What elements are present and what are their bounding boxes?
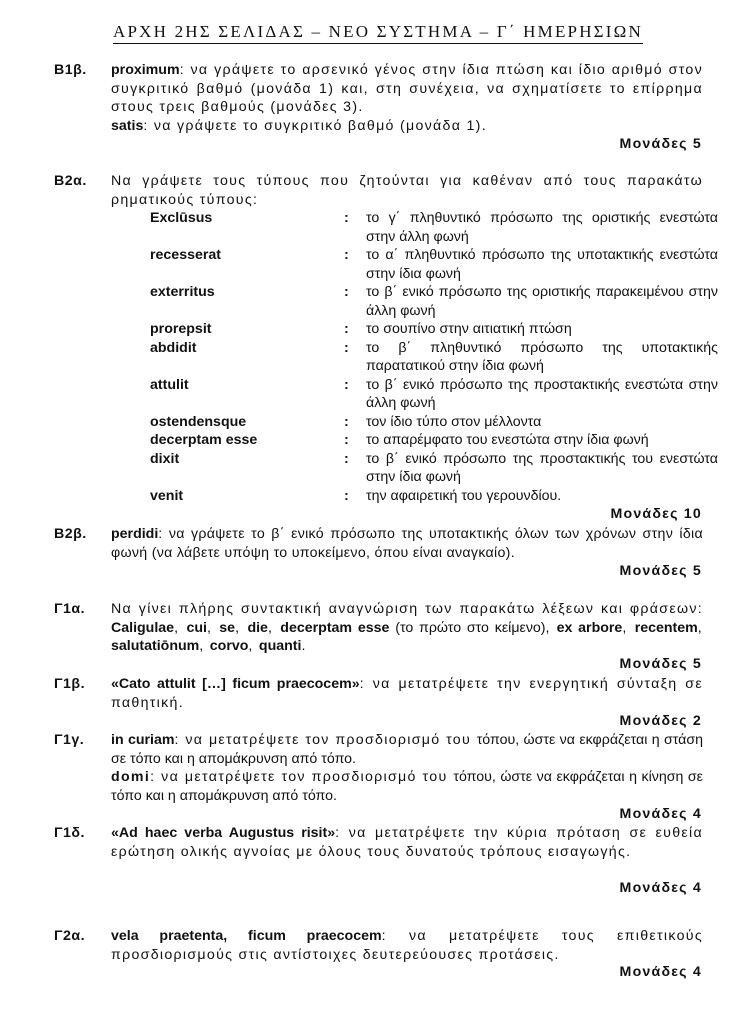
verb-description: το β΄ πληθυντικό πρόσωπο της υποτακτικής παρατατικού στην ίδια φωνή [366,339,718,374]
colon: : [344,376,349,393]
instruction-text: : να μετατρέψετε την ενεργητική σύνταξη σε παθητική. [111,676,703,711]
latin-phrase: «Cato attulit […] ficum praecocem» [111,676,360,692]
instruction-text: : να γράψετε το συγκριτικό βαθμό (μονάδα 1). [143,117,487,134]
units-label: Μονάδες 4 [619,964,702,980]
question-label: Β1β. [54,62,87,78]
units-label: Μονάδες 5 [619,136,702,152]
note-text: (το πρώτο στο κείμενο), [389,619,550,636]
instruction-text: : να μετατρέψετε τον προσδιορισμό του [174,732,477,748]
question-text [111,525,703,562]
colon: : [344,413,349,430]
question-text [111,600,703,656]
instruction-text: : να μετατρέψετε τον προσδιορισμό του [150,769,454,785]
latin-word: corvo [209,638,249,654]
colon: : [344,321,349,337]
latin-word: se [219,619,236,636]
verb-description: το σουπίνο στην αιτιατική πτώση [366,321,572,337]
verb-word: decerptam esse [150,432,258,448]
period: . [301,638,307,654]
colon: : [344,284,349,300]
separator: , [622,619,635,636]
verb-word: venit [150,487,184,504]
verb-row [150,246,720,283]
verb-description: το β΄ ενικό πρόσωπο της προστακτικής ενεστώτα στην άλλη φωνή [366,376,718,411]
verb-row [150,283,720,320]
verb-row [150,320,720,339]
latin-phrase: «Ad haec verba Augustus risit» [111,825,336,841]
colon: : [344,339,349,356]
verb-word: recesserat [150,247,221,263]
verb-forms-table [150,209,720,505]
colon: : [344,210,349,226]
question-text: Να γράψετε τους τύπους που ζητούνται για καθέναν από τους παρακάτω ρηματικούς τύπους: [111,173,703,208]
verb-word: abdidit [150,339,197,356]
latin-word: salutatiōnum [111,638,200,654]
units-label: Μονάδες 5 [619,563,702,579]
verb-row [150,431,720,450]
verb-row [150,487,720,506]
question-text [111,824,703,861]
verb-description: το β΄ ενικό πρόσωπο της προστακτικής του ενεστώτα στην ίδια φωνή [366,450,718,485]
colon: : [344,432,349,448]
verb-row [150,339,720,376]
instruction-text: : να γράψετε το β΄ ενικό πρόσωπο της υποτακτικής όλων των χρόνων στην ίδια φωνή (να λάβετε υπόψη το υποκείμενο, όπου είναι αναγκαίο). [111,526,703,561]
verb-description: το β΄ ενικό πρόσωπο της οριστικής παρακειμένου στην άλλη φωνή [366,284,718,319]
verb-word: exterritus [150,284,215,300]
verb-word: attulit [150,376,189,393]
question-text [111,61,703,135]
latin-word: die [247,619,268,636]
separator: , [235,619,248,636]
question-label: Β2α. [54,173,87,189]
verb-word: dixit [150,450,180,467]
colon: : [344,487,349,504]
verb-row [150,450,720,487]
question-label: Β2β. [54,526,87,542]
instruction-text: τόπου, ώστε να εκφράζεται η στάση σε τόπο και η απομάκρυνση από τόπο. [111,732,703,767]
latin-word: perdidi [111,526,159,542]
instruction-text: : να μετατρέψετε τους επιθετικούς προσδιορισμούς στις αντίστοιχες δευτερεύουσες προτάσεις. [111,928,703,963]
latin-word: in curiam [111,732,175,748]
latin-word: recentem [634,619,698,636]
separator: , [267,619,281,636]
question-label: Γ1γ. [54,732,85,748]
separator: , [248,638,259,654]
instruction-text: : να γράψετε το αρσενικό γένος στην ίδια πτώση και ίδιο αριθμό στον συγκριτικό βαθμό (μονάδα 1) και, στη συνέχεια, να σχηματίσετε το επίρρημα στους τρεις βαθμούς (μονάδες 3). [111,62,703,115]
question-text [111,927,703,964]
latin-word: domi [111,769,151,785]
question-text [111,731,703,805]
units-label: Μονάδες 10 [610,506,702,522]
separator: , [199,638,210,654]
separator: , [697,619,704,636]
latin-word: decerptam esse [280,619,390,636]
verb-description: το γ΄ πληθυντικό πρόσωπο της οριστικής ενεστώτα στην άλλη φωνή [366,210,718,245]
verb-row [150,209,720,246]
separator: , [174,619,187,636]
page-header [0,22,756,44]
verb-description: την αφαιρετική του γερουνδίου. [366,487,562,504]
verb-description: τον ίδιο τύπο στον μέλλοντα [366,413,542,430]
question-label: Γ1β. [54,676,86,692]
units-label: Μονάδες 2 [619,713,702,729]
latin-word: proximum [111,62,180,78]
separator: , [206,619,220,636]
verb-description: το α΄ πληθυντικό πρόσωπο της υποτακτικής ενεστώτα στην ίδια φωνή [366,247,718,282]
latin-word: satis [111,117,144,134]
instruction-text: τόπου, ώστε να εκφράζεται η κίνηση σε τόπο και η απομάκρυνση από τόπο. [111,769,703,804]
question-label: Γ1α. [54,601,86,617]
latin-word: ex arbore [556,619,623,636]
units-label: Μονάδες 5 [619,656,702,672]
page-header-text: ΑΡΧΗ 2ΗΣ ΣΕΛΙΔΑΣ – ΝΕΟ ΣΥΣΤΗΜΑ – Γ΄ ΗΜΕΡΗΣΙΩΝ [113,22,643,44]
latin-word: Caligulae [111,619,175,636]
units-label: Μονάδες 4 [619,806,702,822]
verb-description: το απαρέμφατο του ενεστώτα στην ίδια φωνή [366,432,649,448]
colon: : [344,247,349,263]
question-label: Γ2α. [54,928,86,944]
instruction-text: Να γίνει πλήρης συντακτική αναγνώριση των παρακάτω λέξεων και φράσεων: [111,601,703,617]
verb-word: prorepsit [150,321,212,337]
latin-word: cui [186,619,207,636]
colon: : [344,450,349,467]
latin-word: quanti [258,638,302,654]
question-label: Γ1δ. [54,825,85,841]
question-text [111,675,703,712]
verb-row [150,413,720,432]
verb-word: Exclūsus [150,210,213,226]
verb-row [150,376,720,413]
units-label: Μονάδες 4 [619,880,702,896]
verb-word: ostendensque [150,413,247,430]
latin-phrase: vela praetenta, ficum praecocem [111,928,382,944]
instruction-text: : να μετατρέψετε την κύρια πρόταση σε ευθεία ερώτηση ολικής αγνοίας με όλους τους δυνατούς τρόπους εισαγωγής. [111,825,703,860]
